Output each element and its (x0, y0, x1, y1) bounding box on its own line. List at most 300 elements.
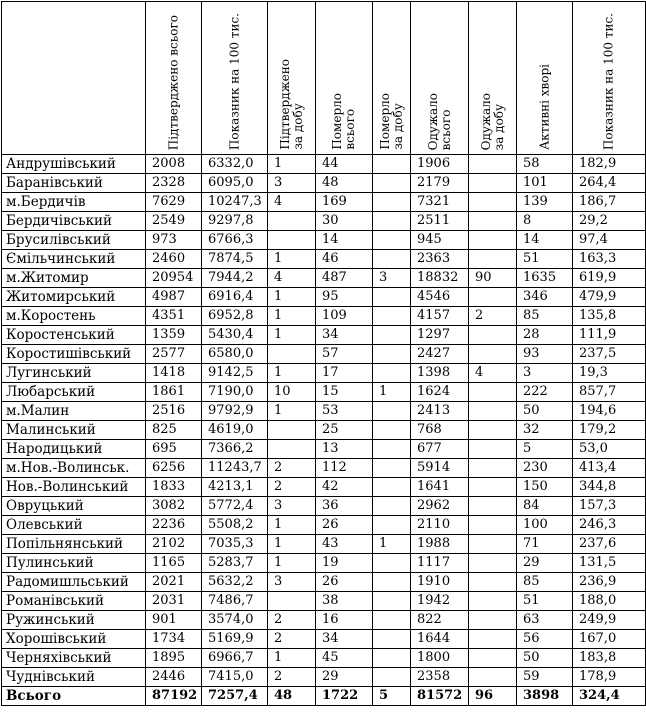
cell-confirmed-daily (268, 345, 316, 364)
cell-deaths-total: 46 (316, 250, 373, 269)
cell-confirmed-daily: 3 (268, 497, 316, 516)
cell-district: Черняхівський (2, 649, 146, 668)
cell-deaths-total: 34 (316, 326, 373, 345)
cell-confirmed-total: 1861 (146, 383, 202, 402)
cell-active-cases: 29 (517, 554, 573, 573)
cell-recovered-daily (469, 174, 517, 193)
cell-recovered-total: 1800 (411, 649, 469, 668)
cell-rate-per-100k: 5430,4 (202, 326, 268, 345)
cell-rate-per-100k: 6580,0 (202, 345, 268, 364)
table-row (2, 326, 646, 345)
cell-district: Хорошівський (2, 630, 146, 649)
cell-district: Брусилівський (2, 231, 146, 250)
cell-district: Радомишльський (2, 573, 146, 592)
cell-rate-per-100k: 5772,4 (202, 497, 268, 516)
cell-recovered-total: 2511 (411, 212, 469, 231)
cell-active-rate-per-100k: 344,8 (573, 478, 646, 497)
cell-confirmed-daily: 10 (268, 383, 316, 402)
cell-rate-per-100k: 9297,8 (202, 212, 268, 231)
table-row (2, 649, 646, 668)
total-confirmed-total: 87192 (146, 687, 202, 706)
cell-recovered-daily (469, 535, 517, 554)
cell-deaths-daily (373, 345, 411, 364)
cell-active-rate-per-100k: 237,5 (573, 345, 646, 364)
cell-recovered-daily (469, 288, 517, 307)
table-row (2, 402, 646, 421)
cell-recovered-total: 2179 (411, 174, 469, 193)
cell-deaths-daily (373, 326, 411, 345)
table-row (2, 421, 646, 440)
cell-deaths-total: 57 (316, 345, 373, 364)
cell-confirmed-daily: 2 (268, 668, 316, 687)
cell-active-cases: 230 (517, 459, 573, 478)
cell-active-rate-per-100k: 194,6 (573, 402, 646, 421)
cell-district: м.Коростень (2, 307, 146, 326)
cell-confirmed-total: 2008 (146, 155, 202, 174)
cell-confirmed-total: 2516 (146, 402, 202, 421)
cell-confirmed-daily: 3 (268, 174, 316, 193)
cell-confirmed-total: 4351 (146, 307, 202, 326)
cell-recovered-daily (469, 231, 517, 250)
cell-active-rate-per-100k: 157,3 (573, 497, 646, 516)
cell-active-cases: 50 (517, 402, 573, 421)
table-row (2, 269, 646, 288)
cell-confirmed-total: 695 (146, 440, 202, 459)
cell-active-rate-per-100k: 236,9 (573, 573, 646, 592)
cell-district: Малинський (2, 421, 146, 440)
cell-active-rate-per-100k: 186,7 (573, 193, 646, 212)
cell-active-cases: 51 (517, 592, 573, 611)
table-row (2, 516, 646, 535)
cell-confirmed-daily: 1 (268, 402, 316, 421)
cell-recovered-daily (469, 573, 517, 592)
cell-deaths-daily (373, 649, 411, 668)
header-confirmed-total (146, 2, 202, 155)
cell-deaths-total: 45 (316, 649, 373, 668)
cell-recovered-daily (469, 554, 517, 573)
cell-deaths-total: 38 (316, 592, 373, 611)
cell-confirmed-total: 973 (146, 231, 202, 250)
cell-deaths-daily (373, 174, 411, 193)
cell-rate-per-100k: 5169,9 (202, 630, 268, 649)
cell-confirmed-total: 3082 (146, 497, 202, 516)
cell-district: м.Житомир (2, 269, 146, 288)
cell-recovered-daily (469, 630, 517, 649)
cell-rate-per-100k: 6766,3 (202, 231, 268, 250)
cell-active-cases: 14 (517, 231, 573, 250)
cell-recovered-total: 1624 (411, 383, 469, 402)
table-row (2, 573, 646, 592)
cell-deaths-daily: 3 (373, 269, 411, 288)
total-deaths-total: 1722 (316, 687, 373, 706)
cell-deaths-daily (373, 516, 411, 535)
cell-active-cases: 100 (517, 516, 573, 535)
cell-confirmed-daily: 3 (268, 573, 316, 592)
cell-deaths-daily: 1 (373, 535, 411, 554)
header-label: Померло за добу (377, 93, 405, 150)
table-row (2, 497, 646, 516)
cell-confirmed-total: 4987 (146, 288, 202, 307)
table-row (2, 535, 646, 554)
cell-district: м.Нов.-Волинськ. (2, 459, 146, 478)
header-label: Підтверджено всього (166, 14, 180, 150)
table-row (2, 250, 646, 269)
cell-active-rate-per-100k: 264,4 (573, 174, 646, 193)
cell-confirmed-daily: 1 (268, 155, 316, 174)
total-confirmed-daily: 48 (268, 687, 316, 706)
cell-active-rate-per-100k: 479,9 (573, 288, 646, 307)
cell-rate-per-100k: 6095,0 (202, 174, 268, 193)
cell-recovered-total: 1906 (411, 155, 469, 174)
cell-recovered-total: 2413 (411, 402, 469, 421)
cell-recovered-total: 1641 (411, 478, 469, 497)
cell-rate-per-100k: 7035,3 (202, 535, 268, 554)
cell-deaths-total: 95 (316, 288, 373, 307)
cell-active-cases: 101 (517, 174, 573, 193)
cell-recovered-daily: 4 (469, 364, 517, 383)
cell-confirmed-daily: 2 (268, 630, 316, 649)
cell-active-rate-per-100k: 53,0 (573, 440, 646, 459)
cell-recovered-daily (469, 459, 517, 478)
table-row (2, 478, 646, 497)
cell-active-cases: 222 (517, 383, 573, 402)
cell-confirmed-daily: 4 (268, 193, 316, 212)
cell-confirmed-daily: 4 (268, 269, 316, 288)
header-confirmed-daily (268, 2, 316, 155)
cell-recovered-total: 4546 (411, 288, 469, 307)
cell-deaths-daily (373, 193, 411, 212)
cell-active-cases: 28 (517, 326, 573, 345)
cell-active-rate-per-100k: 857,7 (573, 383, 646, 402)
cell-deaths-total: 42 (316, 478, 373, 497)
cell-active-rate-per-100k: 131,5 (573, 554, 646, 573)
cell-district: Нов.-Волинський (2, 478, 146, 497)
cell-rate-per-100k: 10247,3 (202, 193, 268, 212)
cell-confirmed-daily: 1 (268, 250, 316, 269)
cell-active-cases: 32 (517, 421, 573, 440)
cell-district: Лугинський (2, 364, 146, 383)
total-recovered-daily: 96 (469, 687, 517, 706)
cell-deaths-total: 112 (316, 459, 373, 478)
cell-confirmed-total: 2446 (146, 668, 202, 687)
cell-recovered-total: 2962 (411, 497, 469, 516)
cell-active-cases: 85 (517, 573, 573, 592)
header-active-rate-per-100k (573, 2, 646, 155)
cell-confirmed-daily: 1 (268, 516, 316, 535)
cell-recovered-daily: 90 (469, 269, 517, 288)
cell-active-cases: 5 (517, 440, 573, 459)
cell-deaths-daily (373, 459, 411, 478)
cell-recovered-daily (469, 440, 517, 459)
cell-confirmed-total: 1833 (146, 478, 202, 497)
cell-deaths-total: 34 (316, 630, 373, 649)
cell-deaths-total: 43 (316, 535, 373, 554)
cell-active-cases: 1635 (517, 269, 573, 288)
cell-active-cases: 8 (517, 212, 573, 231)
cell-deaths-total: 169 (316, 193, 373, 212)
cell-confirmed-total: 20954 (146, 269, 202, 288)
header-recovered-total (411, 2, 469, 155)
cell-deaths-daily (373, 573, 411, 592)
cell-recovered-daily (469, 326, 517, 345)
cell-confirmed-daily: 1 (268, 288, 316, 307)
cell-confirmed-total: 2102 (146, 535, 202, 554)
cell-active-rate-per-100k: 167,0 (573, 630, 646, 649)
cell-active-rate-per-100k: 188,0 (573, 592, 646, 611)
cell-active-cases: 58 (517, 155, 573, 174)
cell-recovered-total: 1398 (411, 364, 469, 383)
cell-recovered-total: 18832 (411, 269, 469, 288)
cell-active-cases: 93 (517, 345, 573, 364)
cell-confirmed-total: 2021 (146, 573, 202, 592)
header-deaths-total (316, 2, 373, 155)
cell-active-rate-per-100k: 111,9 (573, 326, 646, 345)
cell-rate-per-100k: 5632,2 (202, 573, 268, 592)
total-active-rate-per-100k: 324,4 (573, 687, 646, 706)
table-row (2, 383, 646, 402)
total-rate-per-100k: 7257,4 (202, 687, 268, 706)
cell-active-rate-per-100k: 135,8 (573, 307, 646, 326)
cell-recovered-daily (469, 611, 517, 630)
header-label: Одужало за добу (478, 92, 506, 150)
table-row (2, 630, 646, 649)
cell-active-rate-per-100k: 179,2 (573, 421, 646, 440)
table-row (2, 174, 646, 193)
cell-active-cases: 63 (517, 611, 573, 630)
cell-confirmed-total: 6256 (146, 459, 202, 478)
cell-active-rate-per-100k: 183,8 (573, 649, 646, 668)
cell-deaths-daily (373, 668, 411, 687)
cell-confirmed-total: 825 (146, 421, 202, 440)
cell-recovered-total: 1297 (411, 326, 469, 345)
cell-confirmed-total: 2549 (146, 212, 202, 231)
cell-deaths-daily (373, 611, 411, 630)
cell-active-cases: 71 (517, 535, 573, 554)
cell-recovered-total: 2358 (411, 668, 469, 687)
cell-deaths-daily (373, 155, 411, 174)
total-deaths-daily: 5 (373, 687, 411, 706)
cell-rate-per-100k: 6916,4 (202, 288, 268, 307)
cell-deaths-daily (373, 421, 411, 440)
cell-district: Андрушівський (2, 155, 146, 174)
cell-recovered-total: 7321 (411, 193, 469, 212)
cell-deaths-total: 16 (316, 611, 373, 630)
cell-deaths-daily (373, 440, 411, 459)
cell-deaths-total: 48 (316, 174, 373, 193)
cell-district: Житомирський (2, 288, 146, 307)
cell-recovered-daily (469, 155, 517, 174)
cell-district: Коростенський (2, 326, 146, 345)
cell-recovered-daily (469, 383, 517, 402)
cell-rate-per-100k: 4213,1 (202, 478, 268, 497)
covid-statistics-table (1, 1, 646, 706)
cell-recovered-daily (469, 345, 517, 364)
cell-recovered-daily (469, 592, 517, 611)
cell-confirmed-daily (268, 231, 316, 250)
cell-district: Пулинський (2, 554, 146, 573)
cell-deaths-daily: 1 (373, 383, 411, 402)
cell-recovered-daily (469, 402, 517, 421)
cell-deaths-daily (373, 402, 411, 421)
cell-active-cases: 50 (517, 649, 573, 668)
cell-deaths-daily (373, 554, 411, 573)
total-recovered-total: 81572 (411, 687, 469, 706)
cell-district: Ємільчинський (2, 250, 146, 269)
cell-recovered-total: 677 (411, 440, 469, 459)
cell-rate-per-100k: 9792,9 (202, 402, 268, 421)
cell-deaths-total: 30 (316, 212, 373, 231)
cell-district: Баранівський (2, 174, 146, 193)
cell-deaths-total: 487 (316, 269, 373, 288)
cell-deaths-total: 25 (316, 421, 373, 440)
cell-rate-per-100k: 7190,0 (202, 383, 268, 402)
cell-active-cases: 3 (517, 364, 573, 383)
cell-deaths-total: 109 (316, 307, 373, 326)
cell-district: Бердичівський (2, 212, 146, 231)
cell-rate-per-100k: 7874,5 (202, 250, 268, 269)
cell-confirmed-daily (268, 421, 316, 440)
cell-deaths-total: 17 (316, 364, 373, 383)
cell-recovered-total: 1644 (411, 630, 469, 649)
cell-recovered-total: 4157 (411, 307, 469, 326)
cell-rate-per-100k: 7415,0 (202, 668, 268, 687)
cell-active-cases: 150 (517, 478, 573, 497)
cell-active-cases: 84 (517, 497, 573, 516)
cell-confirmed-total: 1165 (146, 554, 202, 573)
header-recovered-daily (469, 2, 517, 155)
cell-recovered-daily (469, 516, 517, 535)
cell-deaths-total: 44 (316, 155, 373, 174)
cell-active-rate-per-100k: 19,3 (573, 364, 646, 383)
cell-active-rate-per-100k: 249,9 (573, 611, 646, 630)
cell-recovered-daily (469, 668, 517, 687)
table-row (2, 592, 646, 611)
cell-deaths-total: 53 (316, 402, 373, 421)
cell-confirmed-total: 2577 (146, 345, 202, 364)
cell-confirmed-total: 1359 (146, 326, 202, 345)
header-label: Показник на 100 тис. (227, 12, 241, 150)
cell-recovered-daily: 2 (469, 307, 517, 326)
cell-recovered-daily (469, 193, 517, 212)
cell-deaths-daily (373, 497, 411, 516)
cell-confirmed-total: 2031 (146, 592, 202, 611)
cell-district: Романівський (2, 592, 146, 611)
cell-rate-per-100k: 7944,2 (202, 269, 268, 288)
cell-rate-per-100k: 5283,7 (202, 554, 268, 573)
cell-confirmed-total: 1895 (146, 649, 202, 668)
cell-district: Овруцький (2, 497, 146, 516)
cell-confirmed-daily: 1 (268, 326, 316, 345)
table-row (2, 668, 646, 687)
cell-deaths-total: 29 (316, 668, 373, 687)
cell-confirmed-daily: 2 (268, 478, 316, 497)
table-row (2, 231, 646, 250)
cell-confirmed-daily: 1 (268, 307, 316, 326)
cell-deaths-daily (373, 364, 411, 383)
table-row (2, 155, 646, 174)
cell-confirmed-daily: 1 (268, 554, 316, 573)
cell-recovered-total: 2110 (411, 516, 469, 535)
cell-recovered-total: 1942 (411, 592, 469, 611)
cell-deaths-total: 13 (316, 440, 373, 459)
cell-confirmed-total: 1418 (146, 364, 202, 383)
cell-rate-per-100k: 7366,2 (202, 440, 268, 459)
cell-deaths-daily (373, 307, 411, 326)
cell-active-rate-per-100k: 619,9 (573, 269, 646, 288)
table-row (2, 212, 646, 231)
cell-deaths-daily (373, 212, 411, 231)
total-active-cases: 3898 (517, 687, 573, 706)
cell-deaths-daily (373, 288, 411, 307)
table-row (2, 459, 646, 478)
cell-confirmed-daily (268, 212, 316, 231)
cell-district: Чуднівський (2, 668, 146, 687)
table-row (2, 345, 646, 364)
cell-deaths-total: 26 (316, 516, 373, 535)
cell-active-rate-per-100k: 163,3 (573, 250, 646, 269)
table-row (2, 364, 646, 383)
cell-confirmed-daily: 2 (268, 459, 316, 478)
cell-confirmed-daily: 1 (268, 364, 316, 383)
cell-recovered-daily (469, 250, 517, 269)
cell-recovered-daily (469, 649, 517, 668)
cell-confirmed-total: 2236 (146, 516, 202, 535)
cell-active-rate-per-100k: 182,9 (573, 155, 646, 174)
header-active-cases (517, 2, 573, 155)
cell-rate-per-100k: 3574,0 (202, 611, 268, 630)
cell-recovered-daily (469, 497, 517, 516)
cell-deaths-daily (373, 231, 411, 250)
header-label: Активні хворі (537, 64, 551, 150)
header-label: Одужало всього (425, 92, 453, 150)
cell-active-cases: 85 (517, 307, 573, 326)
table-row (2, 193, 646, 212)
cell-district: Коростишівський (2, 345, 146, 364)
cell-active-rate-per-100k: 97,4 (573, 231, 646, 250)
cell-deaths-daily (373, 592, 411, 611)
cell-confirmed-daily: 1 (268, 535, 316, 554)
cell-deaths-total: 36 (316, 497, 373, 516)
cell-confirmed-total: 2460 (146, 250, 202, 269)
header-district (2, 2, 146, 155)
cell-active-rate-per-100k: 237,6 (573, 535, 646, 554)
cell-district: м.Бердичів (2, 193, 146, 212)
cell-district: Ружинський (2, 611, 146, 630)
cell-confirmed-total: 1734 (146, 630, 202, 649)
cell-active-rate-per-100k: 29,2 (573, 212, 646, 231)
cell-confirmed-daily (268, 592, 316, 611)
cell-active-cases: 56 (517, 630, 573, 649)
cell-deaths-daily (373, 250, 411, 269)
total-district: Всього (2, 687, 146, 706)
cell-rate-per-100k: 7486,7 (202, 592, 268, 611)
cell-confirmed-total: 901 (146, 611, 202, 630)
cell-recovered-total: 2363 (411, 250, 469, 269)
cell-district: Олевський (2, 516, 146, 535)
cell-recovered-daily (469, 212, 517, 231)
table-row (2, 554, 646, 573)
cell-confirmed-total: 2328 (146, 174, 202, 193)
cell-active-rate-per-100k: 413,4 (573, 459, 646, 478)
cell-active-cases: 51 (517, 250, 573, 269)
cell-deaths-daily (373, 478, 411, 497)
header-label: Підтверджено за добу (277, 59, 305, 150)
cell-recovered-total: 768 (411, 421, 469, 440)
cell-recovered-total: 945 (411, 231, 469, 250)
cell-deaths-total: 26 (316, 573, 373, 592)
cell-confirmed-total: 7629 (146, 193, 202, 212)
cell-rate-per-100k: 4619,0 (202, 421, 268, 440)
